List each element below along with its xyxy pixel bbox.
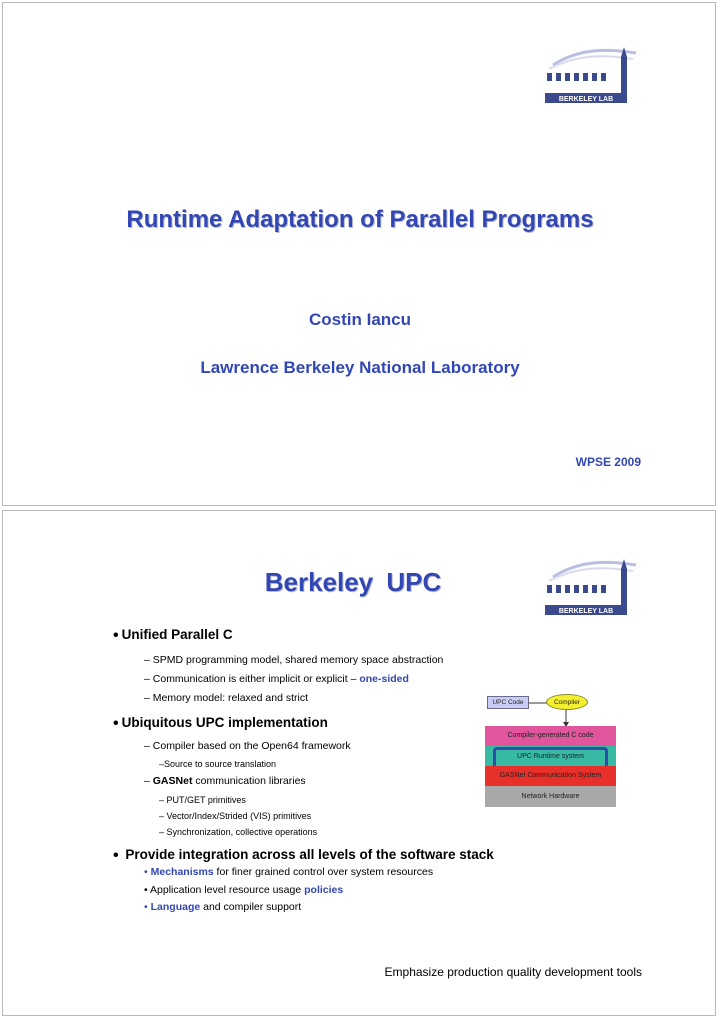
layer-upc-runtime: UPC Runtime system [493,747,608,774]
sub-bullet-compiler: – Compiler based on the Open64 framework [144,740,351,752]
layer-compiler-generated-c: Compiler-generated C code [485,726,616,746]
affiliation: Lawrence Berkeley National Laboratory [200,358,520,377]
sub-sub-bullet-vis: – Vector/Index/Strided (VIS) primitives [159,811,312,821]
bullet-ubiquitous-upc: • Ubiquitous UPC implementation [113,715,328,732]
layer-gasnet: GASNet Communication System [485,766,616,786]
footer-note: Emphasize production quality development tools [384,965,642,979]
sub-bullet-language: • Language and compiler support [144,901,302,913]
sub-bullet-gasnet: – GASNet communication libraries [144,775,306,787]
berkeley-lab-logo [541,43,645,109]
compiler-ellipse: Compiler [546,694,588,710]
sub-bullet-communication: – Communication is either implicit or explicit – one-sided [144,673,409,685]
sub-bullet-memory-model: – Memory model: relaxed and strict [144,692,308,704]
upc-stack-diagram [481,696,621,814]
event-label: WPSE 2009 [575,455,641,469]
svg-text:BERKELEY LAB: BERKELEY LAB [558,96,614,103]
sub-sub-bullet-source-translation: –Source to source translation [159,759,277,769]
sub-bullet-spmd: – SPMD programming model, shared memory space abstraction [144,654,444,666]
sub-bullet-mechanisms: • Mechanisms for finer grained control over system resources [144,866,434,878]
berkeley-upc-slide [2,510,716,1016]
sub-bullet-policies: • Application level resource usage policies [144,884,344,896]
sub-sub-bullet-synchronization: – Synchronization, collective operations [159,827,318,837]
slide-title: Runtime Adaptation of Parallel Programs [126,206,594,233]
layer-upc-runtime-wrapper [485,746,616,766]
svg-text:BERKELEY LAB: BERKELEY LAB [558,608,614,615]
author-name: Costin Iancu [308,310,411,329]
upc-code-box: UPC Code [487,696,529,709]
layer-network-hardware: Network Hardware [485,786,616,807]
slide-title: Berkeley UPC [264,567,442,597]
bullet-integration: • Provide integration across all levels of the software stack [113,847,494,864]
bullet-unified-parallel-c: • Unified Parallel C [113,627,233,644]
sub-sub-bullet-put-get: – PUT/GET primitives [159,795,246,805]
title-slide [2,2,716,506]
